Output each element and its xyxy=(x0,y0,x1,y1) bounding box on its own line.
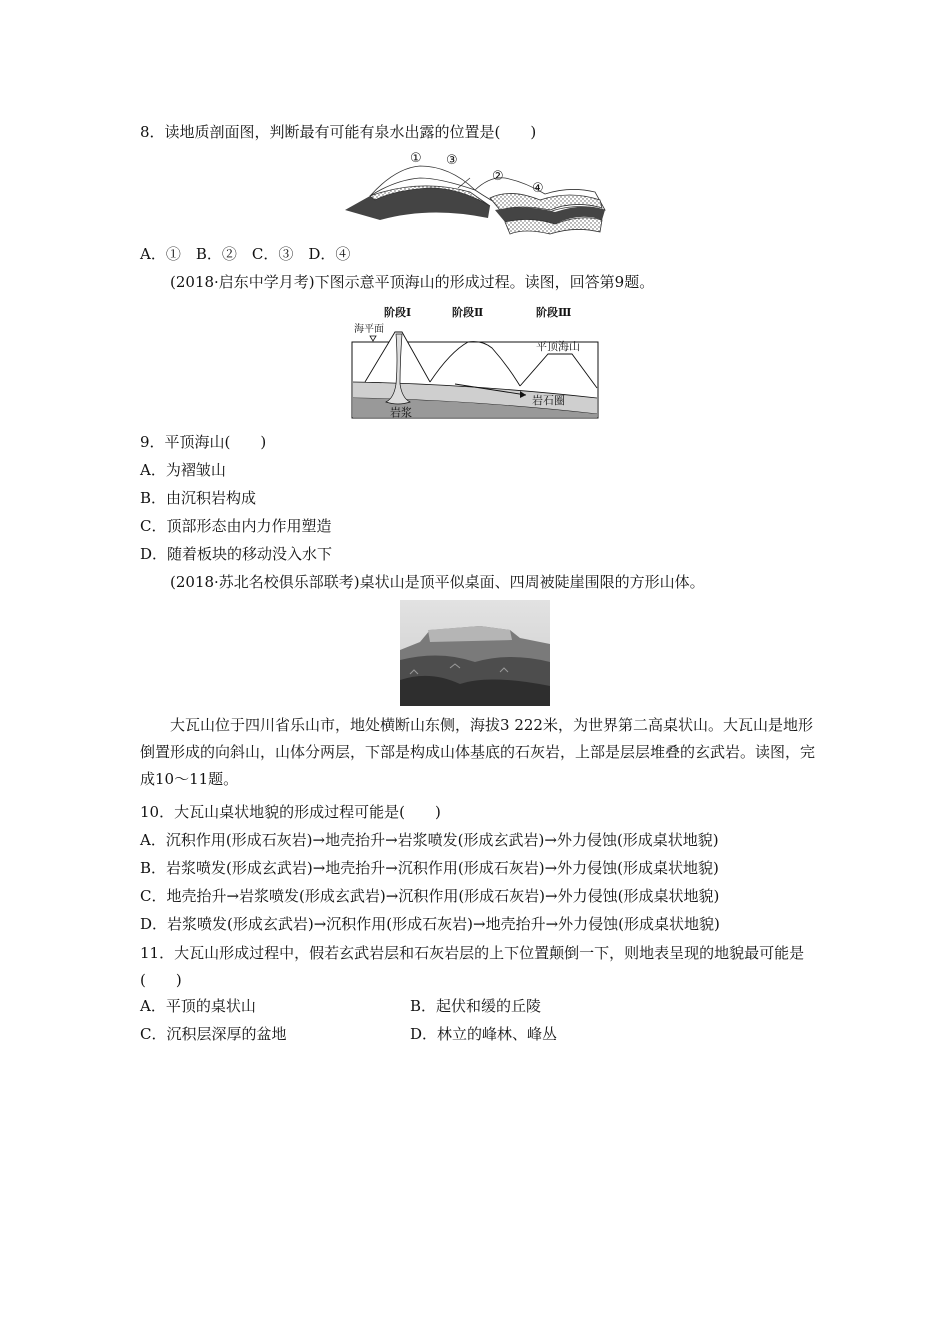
stage-3-label: 阶段Ⅲ xyxy=(536,306,572,319)
q11-option-d: D．林立的峰林、峰丛 xyxy=(410,1025,558,1043)
label-1: ① xyxy=(410,151,422,166)
q9-stem: 9．平顶海山( ) xyxy=(140,433,267,451)
q10-option-c: C．地壳抬升→岩浆喷发(形成玄武岩)→沉积作用(形成石灰岩)→外力侵蚀(形成桌状地貌) xyxy=(140,887,720,905)
q10-option-d: D．岩浆喷发(形成玄武岩)→沉积作用(形成石灰岩)→地壳抬升→外力侵蚀(形成桌状地貌) xyxy=(140,915,720,933)
q11-option-a: A．平顶的桌状山 xyxy=(140,997,256,1015)
q11-option-b: B．起伏和缓的丘陵 xyxy=(410,997,542,1015)
label-4: ④ xyxy=(532,181,544,196)
q8-stem: 8．读地质剖面图，判断最有可能有泉水出露的位置是( ) xyxy=(140,123,537,141)
q10-option-a: A．沉积作用(形成石灰岩)→地壳抬升→岩浆喷发(形成玄武岩)→外力侵蚀(形成桌状地貌) xyxy=(140,831,719,849)
label-2: ② xyxy=(492,169,504,184)
label-3: ③ xyxy=(446,153,458,168)
lithosphere-label: 岩石圈 xyxy=(532,394,565,407)
magma-label: 岩浆 xyxy=(390,406,412,419)
dawa-mountain-passage: 大瓦山位于四川省乐山市，地处横断山东侧，海拔3 222米，为世界第二高桌状山。大瓦山是地形倒置形成的向斜山，山体分两层，下部是构成山体基底的石灰岩，上部是层层堆叠的玄武岩。读图，完成10～11题。 xyxy=(140,716,816,788)
sea-level-label: 海平面 xyxy=(354,324,384,335)
geologic-profile-figure xyxy=(340,148,610,238)
table-mountain-intro: (2018·苏北名校俱乐部联考)桌状山是顶平似桌面、四周被陡崖围限的方形山体。 xyxy=(170,573,705,591)
flat-top-seamount-label: 平顶海山 xyxy=(536,340,580,353)
q9-intro: (2018·启东中学月考)下图示意平顶海山的形成过程。读图，回答第9题。 xyxy=(170,273,655,291)
q9-option-a: A．为褶皱山 xyxy=(140,461,226,479)
q11-option-c: C．沉积层深厚的盆地 xyxy=(140,1025,287,1043)
table-mountain-photo xyxy=(400,600,550,706)
q11-stem: 11．大瓦山形成过程中，假若玄武岩层和石灰岩层的上下位置颠倒一下，则地表呈现的地貌最可能是( ) xyxy=(140,944,805,989)
q9-option-d: D．随着板块的移动没入水下 xyxy=(140,545,333,563)
q9-option-b: B．由沉积岩构成 xyxy=(140,489,257,507)
stage-2-label: 阶段Ⅱ xyxy=(452,306,484,319)
q10-option-b: B．岩浆喷发(形成玄武岩)→地壳抬升→沉积作用(形成石灰岩)→外力侵蚀(形成桌状地貌) xyxy=(140,859,719,877)
q10-stem: 10．大瓦山桌状地貌的形成过程可能是( ) xyxy=(140,803,441,821)
q9-option-c: C．顶部形态由内力作用塑造 xyxy=(140,517,332,535)
q8-options: A．① B．② C．③ D．④ xyxy=(140,245,351,263)
stage-1-label: 阶段Ⅰ xyxy=(384,306,412,319)
seamount-figure xyxy=(350,302,600,420)
